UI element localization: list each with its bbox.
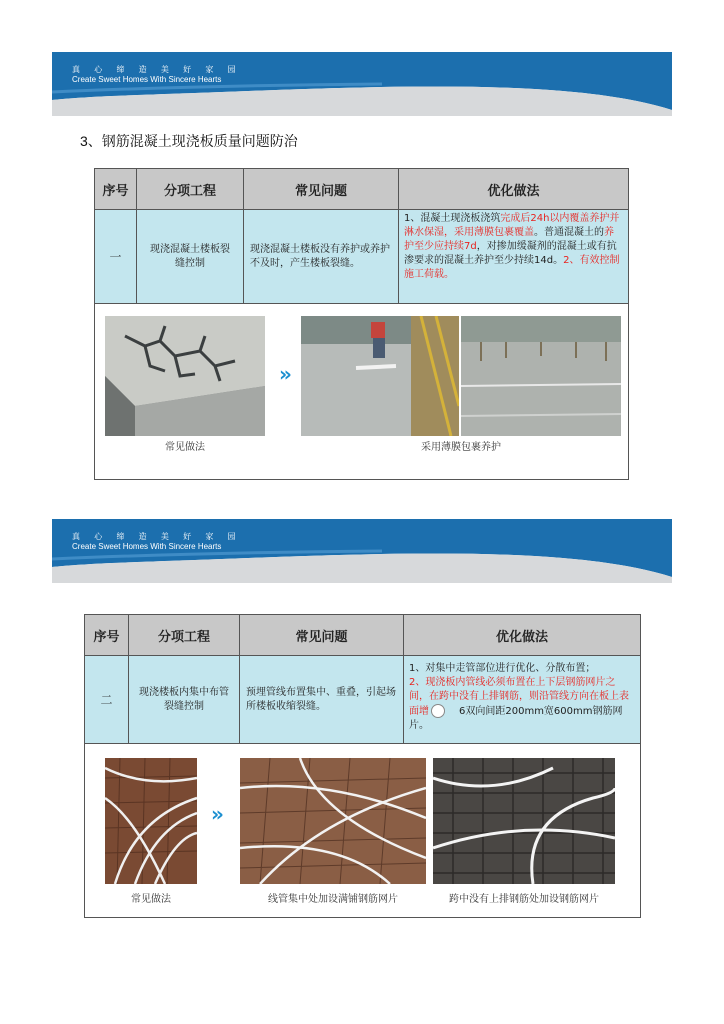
photo-caption: 常见做法 — [165, 442, 205, 453]
table-row — [85, 656, 641, 744]
header-problem: 常见问题 — [240, 615, 404, 656]
header-no: 序号 — [95, 169, 137, 210]
photo-caption: 采用薄膜包裹养护 — [421, 442, 501, 453]
solution-text: 1、混凝土现浇板浇筑 — [404, 213, 501, 224]
solution-text: 6双向间距200mm宽600mm钢筋网片。 — [409, 706, 623, 731]
row-item: 现浇混凝土楼板裂缝控制 — [137, 210, 244, 304]
table-row — [95, 210, 629, 304]
film-curing-photo-1 — [301, 316, 459, 436]
row-problem: 现浇混凝土楼板没有养护或养护不及时，产生楼板裂缝。 — [244, 210, 399, 304]
row-no: 二 — [85, 656, 129, 744]
banner-wave-graphic — [52, 519, 672, 583]
banner-wave-graphic — [52, 52, 672, 116]
photo-caption: 线管集中处加设满铺钢筋网片 — [268, 894, 398, 905]
header-banner — [52, 519, 672, 583]
solution-text: 1、对集中走管部位进行优化、分散布置； — [409, 663, 596, 674]
film-curing-photo-2 — [461, 316, 621, 436]
photo-row — [85, 744, 641, 918]
table-header-row — [95, 169, 629, 210]
photo-cell — [95, 304, 629, 480]
company-slogan-en: Create Sweet Homes With Sincere Hearts — [72, 542, 222, 551]
header-solution: 优化做法 — [399, 169, 629, 210]
row-solution — [404, 656, 641, 744]
header-item: 分项工程 — [137, 169, 244, 210]
arrow-icon: » — [211, 802, 224, 826]
full-mesh-photo — [240, 758, 426, 884]
header-item: 分项工程 — [129, 615, 240, 656]
company-slogan: 真 心 缔 造 美 好 家 园 — [72, 65, 242, 74]
header-no: 序号 — [85, 615, 129, 656]
section-title: 3、钢筋混凝土现浇板质量问题防治 — [80, 133, 298, 149]
cracked-slab-photo — [105, 316, 265, 436]
header-solution: 优化做法 — [404, 615, 641, 656]
photo-caption: 跨中没有上排钢筋处加设钢筋网片 — [449, 894, 599, 905]
quality-table-2 — [84, 614, 641, 918]
header-banner — [52, 52, 672, 116]
arrow-icon: » — [279, 362, 292, 386]
solution-text: 。普通混凝土的 — [534, 227, 604, 238]
company-slogan-en: Create Sweet Homes With Sincere Hearts — [72, 75, 222, 84]
solution-highlight: 养护至少应持续7d — [404, 227, 614, 252]
solution-highlight: 2、有效控制施工荷载。 — [404, 255, 620, 280]
quality-table-1 — [94, 168, 629, 480]
photo-caption: 常见做法 — [131, 894, 171, 905]
concentrated-pipes-photo — [105, 758, 197, 884]
photo-cell — [85, 744, 641, 918]
row-no: 一 — [95, 210, 137, 304]
rebar-symbol-icon — [431, 704, 445, 718]
header-problem: 常见问题 — [244, 169, 399, 210]
solution-highlight: 2、现浇板内管线必须布置在上下层钢筋网片之间，在跨中没有上排钢筋，则沿管线方向在板上表面增 — [409, 677, 629, 717]
photo-row — [95, 304, 629, 480]
table-header-row — [85, 615, 641, 656]
row-problem: 预埋管线布置集中、重叠，引起场所楼板收缩裂缝。 — [240, 656, 404, 744]
company-slogan: 真 心 缔 造 美 好 家 园 — [72, 532, 242, 541]
row-solution — [399, 210, 629, 304]
midspan-mesh-photo — [433, 758, 615, 884]
solution-highlight: 完成后24h以内覆盖养护并淋水保湿，采用薄膜包裹覆盖 — [404, 213, 620, 238]
solution-text: ，对掺加缓凝剂的混凝土或有抗渗要求的混凝土养护至少持续14d。 — [404, 241, 617, 266]
row-item: 现浇楼板内集中布管裂缝控制 — [129, 656, 240, 744]
